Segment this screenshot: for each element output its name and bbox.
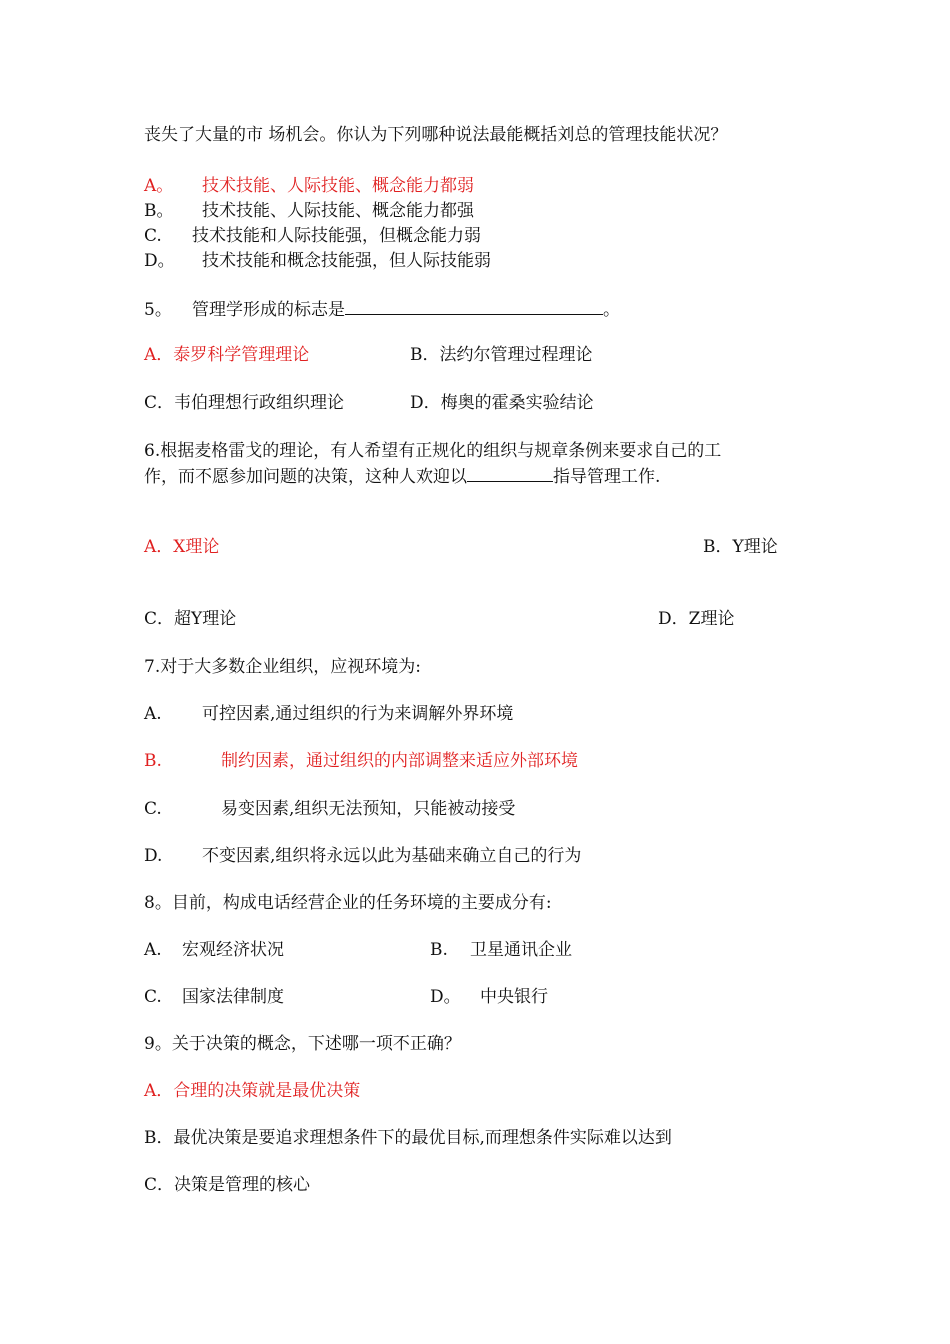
q5-option-b: B．法约尔管理过程理论 bbox=[410, 345, 593, 365]
option-label: B. bbox=[430, 940, 448, 960]
question-text: 管理学形成的标志是 bbox=[192, 300, 345, 320]
option-label: C. bbox=[144, 987, 162, 1007]
q8-option-c bbox=[144, 986, 284, 1008]
question-end: 。 bbox=[603, 300, 620, 320]
option-label: A. bbox=[144, 940, 162, 960]
q7-option-a bbox=[144, 703, 513, 725]
option-text: 制约因素，通过组织的内部调整来适应外部环境 bbox=[221, 751, 578, 771]
q6-option-b: B．Y理论 bbox=[703, 537, 778, 557]
question-text-end: 指导管理工作. bbox=[553, 467, 661, 487]
question-number: 5。 bbox=[144, 300, 172, 320]
option-label: D。 bbox=[144, 251, 175, 271]
q9-option-c: C．决策是管理的核心 bbox=[144, 1175, 311, 1195]
q4-option-d bbox=[144, 250, 491, 272]
q8-stem: 8。目前，构成电话经营企业的任务环境的主要成分有: bbox=[144, 893, 552, 913]
option-label: A. bbox=[144, 704, 162, 724]
q8-option-d bbox=[430, 986, 548, 1008]
q7-option-b bbox=[144, 750, 578, 772]
option-text: 技术技能、人际技能、概念能力都强 bbox=[202, 201, 474, 221]
option-text: 技术技能和人际技能强，但概念能力弱 bbox=[192, 226, 481, 246]
q8-option-b bbox=[430, 939, 572, 961]
q7-stem: 7.对于大多数企业组织，应视环境为: bbox=[144, 657, 421, 677]
q4-stem: 丧失了大量的市 场机会。你认为下列哪种说法最能概括刘总的管理技能状况？ bbox=[144, 125, 728, 145]
option-text: 卫星通讯企业 bbox=[470, 940, 572, 960]
q5-option-c: C．韦伯理想行政组织理论 bbox=[144, 393, 345, 413]
q6-option-d: D．Z理论 bbox=[658, 609, 735, 629]
q7-option-d bbox=[144, 845, 581, 867]
option-label: D. bbox=[144, 846, 163, 866]
q9-option-b: B．最优决策是要追求理想条件下的最优目标,而理想条件实际难以达到 bbox=[144, 1128, 672, 1148]
q6-stem-line2 bbox=[144, 465, 660, 488]
answer-blank bbox=[467, 465, 553, 482]
q6-option-a: A．X理论 bbox=[144, 537, 220, 557]
option-text: 宏观经济状况 bbox=[182, 940, 284, 960]
q7-option-c bbox=[144, 798, 515, 820]
option-label: B. bbox=[144, 751, 162, 771]
option-label: A。 bbox=[144, 176, 174, 196]
q6-option-c: C．超Y理论 bbox=[144, 609, 237, 629]
option-label: D。 bbox=[430, 987, 461, 1007]
option-label: B。 bbox=[144, 201, 174, 221]
q8-option-a bbox=[144, 939, 284, 961]
q4-option-b bbox=[144, 200, 474, 222]
option-text: 技术技能、人际技能、概念能力都弱 bbox=[202, 176, 474, 196]
q4-option-a bbox=[144, 175, 474, 197]
answer-blank bbox=[345, 298, 603, 315]
option-text: 不变因素,组织将永远以此为基础来确立自己的行为 bbox=[202, 846, 582, 866]
option-label: C. bbox=[144, 226, 162, 246]
q9-stem: 9。关于决策的概念，下述哪一项不正确？ bbox=[144, 1034, 461, 1054]
option-text: 技术技能和概念技能强，但人际技能弱 bbox=[202, 251, 491, 271]
q9-option-a: A．合理的决策就是最优决策 bbox=[144, 1081, 361, 1101]
option-text: 可控因素,通过组织的行为来调解外界环境 bbox=[202, 704, 514, 724]
q5-stem bbox=[144, 298, 620, 321]
q6-stem-line1: 6.根据麦格雷戈的理论，有人希望有正规化的组织与规章条例来要求自己的工 bbox=[144, 441, 722, 461]
q5-option-a: A．泰罗科学管理理论 bbox=[144, 345, 310, 365]
option-label: C. bbox=[144, 799, 162, 819]
option-text: 中央银行 bbox=[480, 987, 548, 1007]
question-text: 作，而不愿参加问题的决策，这种人欢迎以 bbox=[144, 467, 467, 487]
q5-option-d: D．梅奥的霍桑实验结论 bbox=[410, 393, 594, 413]
option-text: 易变因素,组织无法预知，只能被动接受 bbox=[221, 799, 516, 819]
q4-option-c bbox=[144, 225, 481, 247]
option-text: 国家法律制度 bbox=[182, 987, 284, 1007]
